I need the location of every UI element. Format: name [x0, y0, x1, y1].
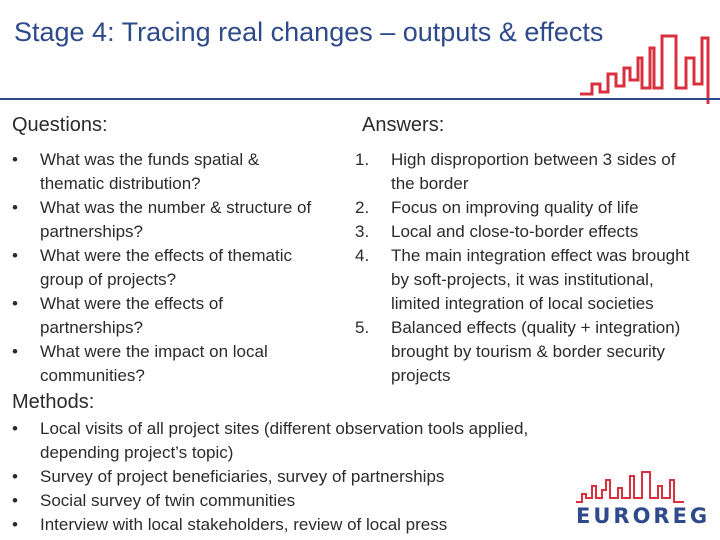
bullet: • [12, 246, 18, 265]
questions-heading: Questions: [12, 114, 108, 136]
list-item: • What was the funds spatial & thematic distribution? [12, 150, 260, 193]
bullet: • [12, 150, 18, 169]
logo-wordmark: EUROREG [576, 504, 711, 528]
answers-heading: Answers: [362, 114, 445, 136]
bullet: • [12, 419, 18, 438]
bullet: • [12, 467, 18, 486]
list-item: • Survey of project beneficiaries, survey of partnerships [12, 465, 612, 489]
list-item: • What were the effects of partnerships? [12, 294, 223, 337]
list-item: 4. The main integration effect was brought by soft-projects, it was institutional, limited integration of local societies [355, 246, 690, 313]
bullet: • [12, 491, 18, 510]
title-divider [0, 98, 720, 100]
list-item: 2. Focus on improving quality of life [355, 196, 695, 220]
methods-list [12, 417, 612, 537]
bullet: • [12, 198, 18, 217]
item-number: 5. [355, 318, 370, 337]
item-number: 4. [355, 246, 370, 265]
slide-title: Stage 4: Tracing real changes – outputs & effects [14, 17, 604, 47]
answers-list [355, 148, 695, 388]
list-item: 3. Local and close-to-border effects [355, 220, 695, 244]
list-item: 1. High disproportion between 3 sides of the border [355, 150, 676, 193]
item-number: 2. [355, 198, 370, 217]
list-item: • Interview with local stakeholders, review of local press [12, 513, 612, 537]
item-number: 1. [355, 150, 370, 169]
list-item: 5. Balanced effects (quality + integration) brought by tourism & border security projects [355, 318, 681, 385]
list-item: • Social survey of twin communities [12, 489, 612, 513]
city-skyline-icon [572, 468, 712, 504]
bullet: • [12, 342, 18, 361]
bullet: • [12, 294, 18, 313]
item-number: 3. [355, 222, 370, 241]
list-item: • What were the impact on local communities? [12, 342, 268, 385]
bullet: • [12, 515, 18, 534]
list-item: • Local visits of all project sites (different observation tools applied, depending project’s topic) [12, 419, 529, 462]
methods-heading: Methods: [12, 391, 95, 413]
city-skyline-icon [580, 28, 716, 108]
list-item: • What was the number & structure of partnerships? [12, 198, 312, 241]
list-item: • What were the effects of thematic group of projects? [12, 246, 292, 289]
questions-list [12, 148, 312, 388]
euroreg-logo [572, 468, 712, 528]
